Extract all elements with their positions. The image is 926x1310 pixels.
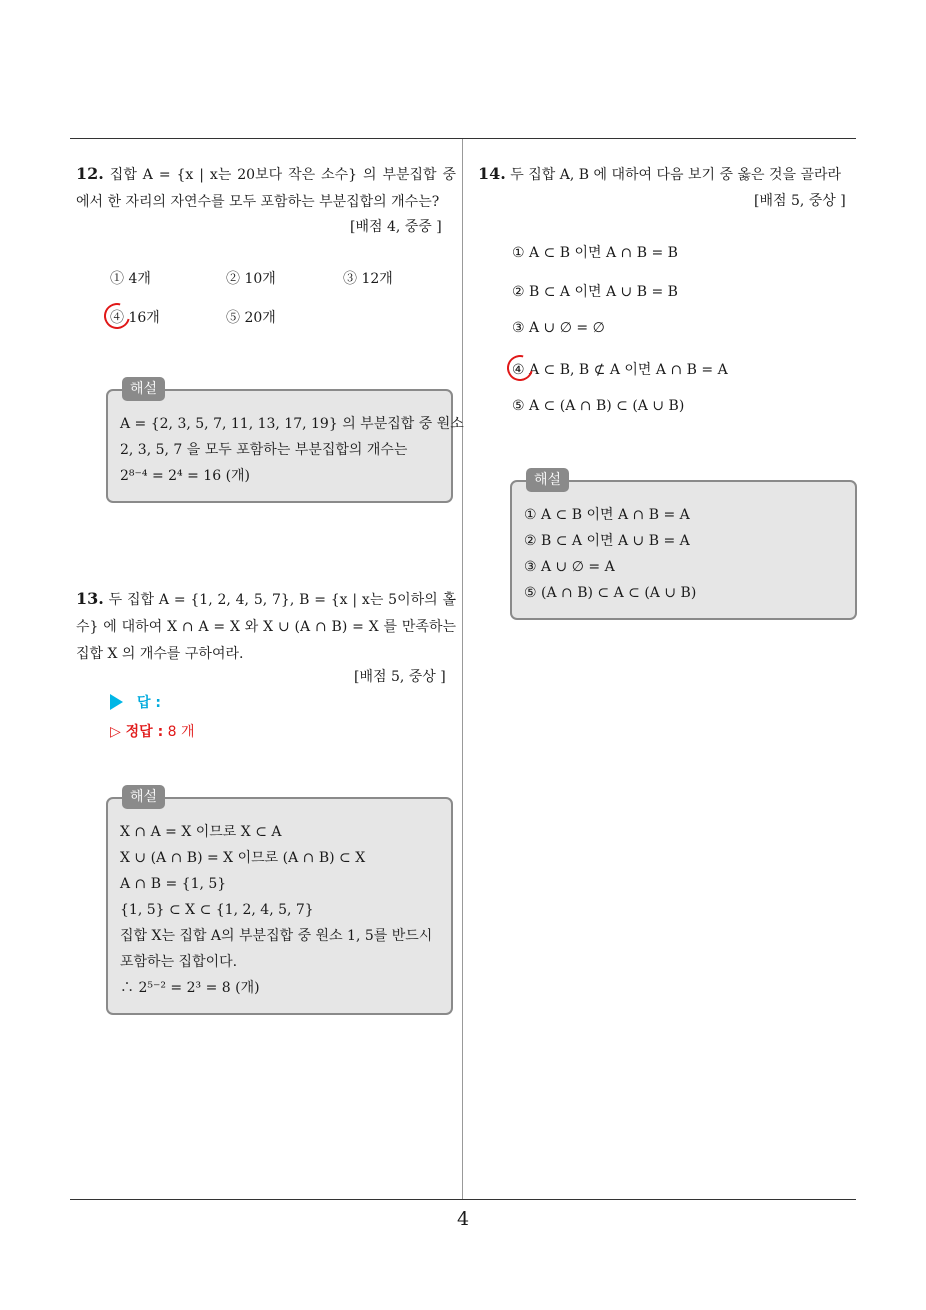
solution-line: A = {2, 3, 5, 7, 11, 13, 17, 19} 의 부분집합 중 원소: [120, 416, 464, 432]
choice-1[interactable]: ① A ⊂ B 이면 A ∩ B = B: [512, 245, 678, 261]
answer-label: 답 :: [137, 695, 161, 711]
solution-line: ② B ⊂ A 이면 A ∪ B = A: [524, 533, 690, 549]
choice-3[interactable]: ③ A ∪ ∅ = ∅: [512, 320, 605, 336]
header-rule: [70, 138, 856, 139]
choice-4[interactable]: ④ 16개: [110, 310, 160, 326]
solution-line: ③ A ∪ ∅ = A: [524, 559, 615, 575]
question-meta: [배점 4, 중중 ]: [350, 219, 442, 235]
question-number: 13.: [76, 589, 104, 608]
solution-line: X ∪ (A ∩ B) = X 이므로 (A ∩ B) ⊂ X: [120, 850, 366, 866]
correct-value: 8 개: [167, 724, 195, 740]
solution-line: 2, 3, 5, 7 을 모두 포함하는 부분집합의 개수는: [120, 442, 408, 458]
page-number: 4: [456, 1208, 470, 1230]
question-text: 집합 A = {x | x는 20보다 작은 소수} 의 부분집합 중 에서 한 자리의 자연수를 모두 포함하는 부분집합의 개수는?: [76, 167, 456, 210]
solution-label: 해설: [122, 377, 165, 401]
question-text: 두 집합 A, B 에 대하여 다음 보기 중 옳은 것을 골라라: [510, 167, 842, 183]
question-meta: [배점 5, 중상 ]: [354, 669, 446, 685]
choice-1[interactable]: ① 4개: [110, 271, 151, 287]
choice-2[interactable]: ② B ⊂ A 이면 A ∪ B = B: [512, 284, 678, 300]
solution-label: 해설: [122, 785, 165, 809]
correct-answer-row: [110, 721, 195, 741]
question-13: [76, 585, 456, 668]
question-text: 두 집합 A = {1, 2, 4, 5, 7}, B = {x | x는 5이하의 홀수} 에 대하여 X ∩ A = X 와 X ∪ (A ∩ B) = X 를 만족하는 집합 X 의 개수를 구하여라.: [76, 592, 456, 662]
column-divider: [462, 139, 463, 1199]
solution-box-13: [106, 789, 453, 1015]
choice-4[interactable]: ④ A ⊂ B, B ⊄ A 이면 A ∩ B = A: [512, 362, 728, 378]
solution-line: 집합 X는 집합 A의 부분집합 중 원소 1, 5를 반드시 포함하는 집합이다.: [120, 928, 433, 970]
solution-box-12: [106, 381, 464, 503]
answer-row[interactable]: [110, 692, 161, 712]
play-triangle-icon: [110, 694, 123, 710]
solution-line: ① A ⊂ B 이면 A ∩ B = A: [524, 507, 690, 523]
question-number: 12.: [76, 164, 104, 183]
footer-rule: [70, 1199, 856, 1200]
choice-5[interactable]: ⑤ 20개: [226, 310, 276, 326]
solution-line: X ∩ A = X 이므로 X ⊂ A: [120, 824, 282, 840]
solution-box-14: [510, 472, 857, 620]
question-14: [478, 160, 858, 189]
choice-2[interactable]: ② 10개: [226, 271, 276, 287]
solution-line: {1, 5} ⊂ X ⊂ {1, 2, 4, 5, 7}: [120, 902, 314, 918]
choice-3[interactable]: ③ 12개: [343, 271, 393, 287]
choice-5[interactable]: ⑤ A ⊂ (A ∩ B) ⊂ (A ∪ B): [512, 398, 685, 414]
question-meta: [배점 5, 중상 ]: [754, 193, 846, 209]
solution-label: 해설: [526, 468, 569, 492]
correct-label: ▷ 정답 :: [110, 724, 164, 740]
question-12: [76, 160, 456, 216]
answer-mark-icon: [99, 298, 135, 334]
solution-line: ⑤ (A ∩ B) ⊂ A ⊂ (A ∪ B): [524, 585, 697, 601]
question-number: 14.: [478, 164, 506, 183]
answer-mark-icon: [502, 350, 538, 386]
solution-line: ∴ 2⁵⁻² = 2³ = 8 (개): [120, 980, 260, 996]
solution-line: 2⁸⁻⁴ = 2⁴ = 16 (개): [120, 468, 251, 484]
solution-line: A ∩ B = {1, 5}: [120, 876, 227, 892]
